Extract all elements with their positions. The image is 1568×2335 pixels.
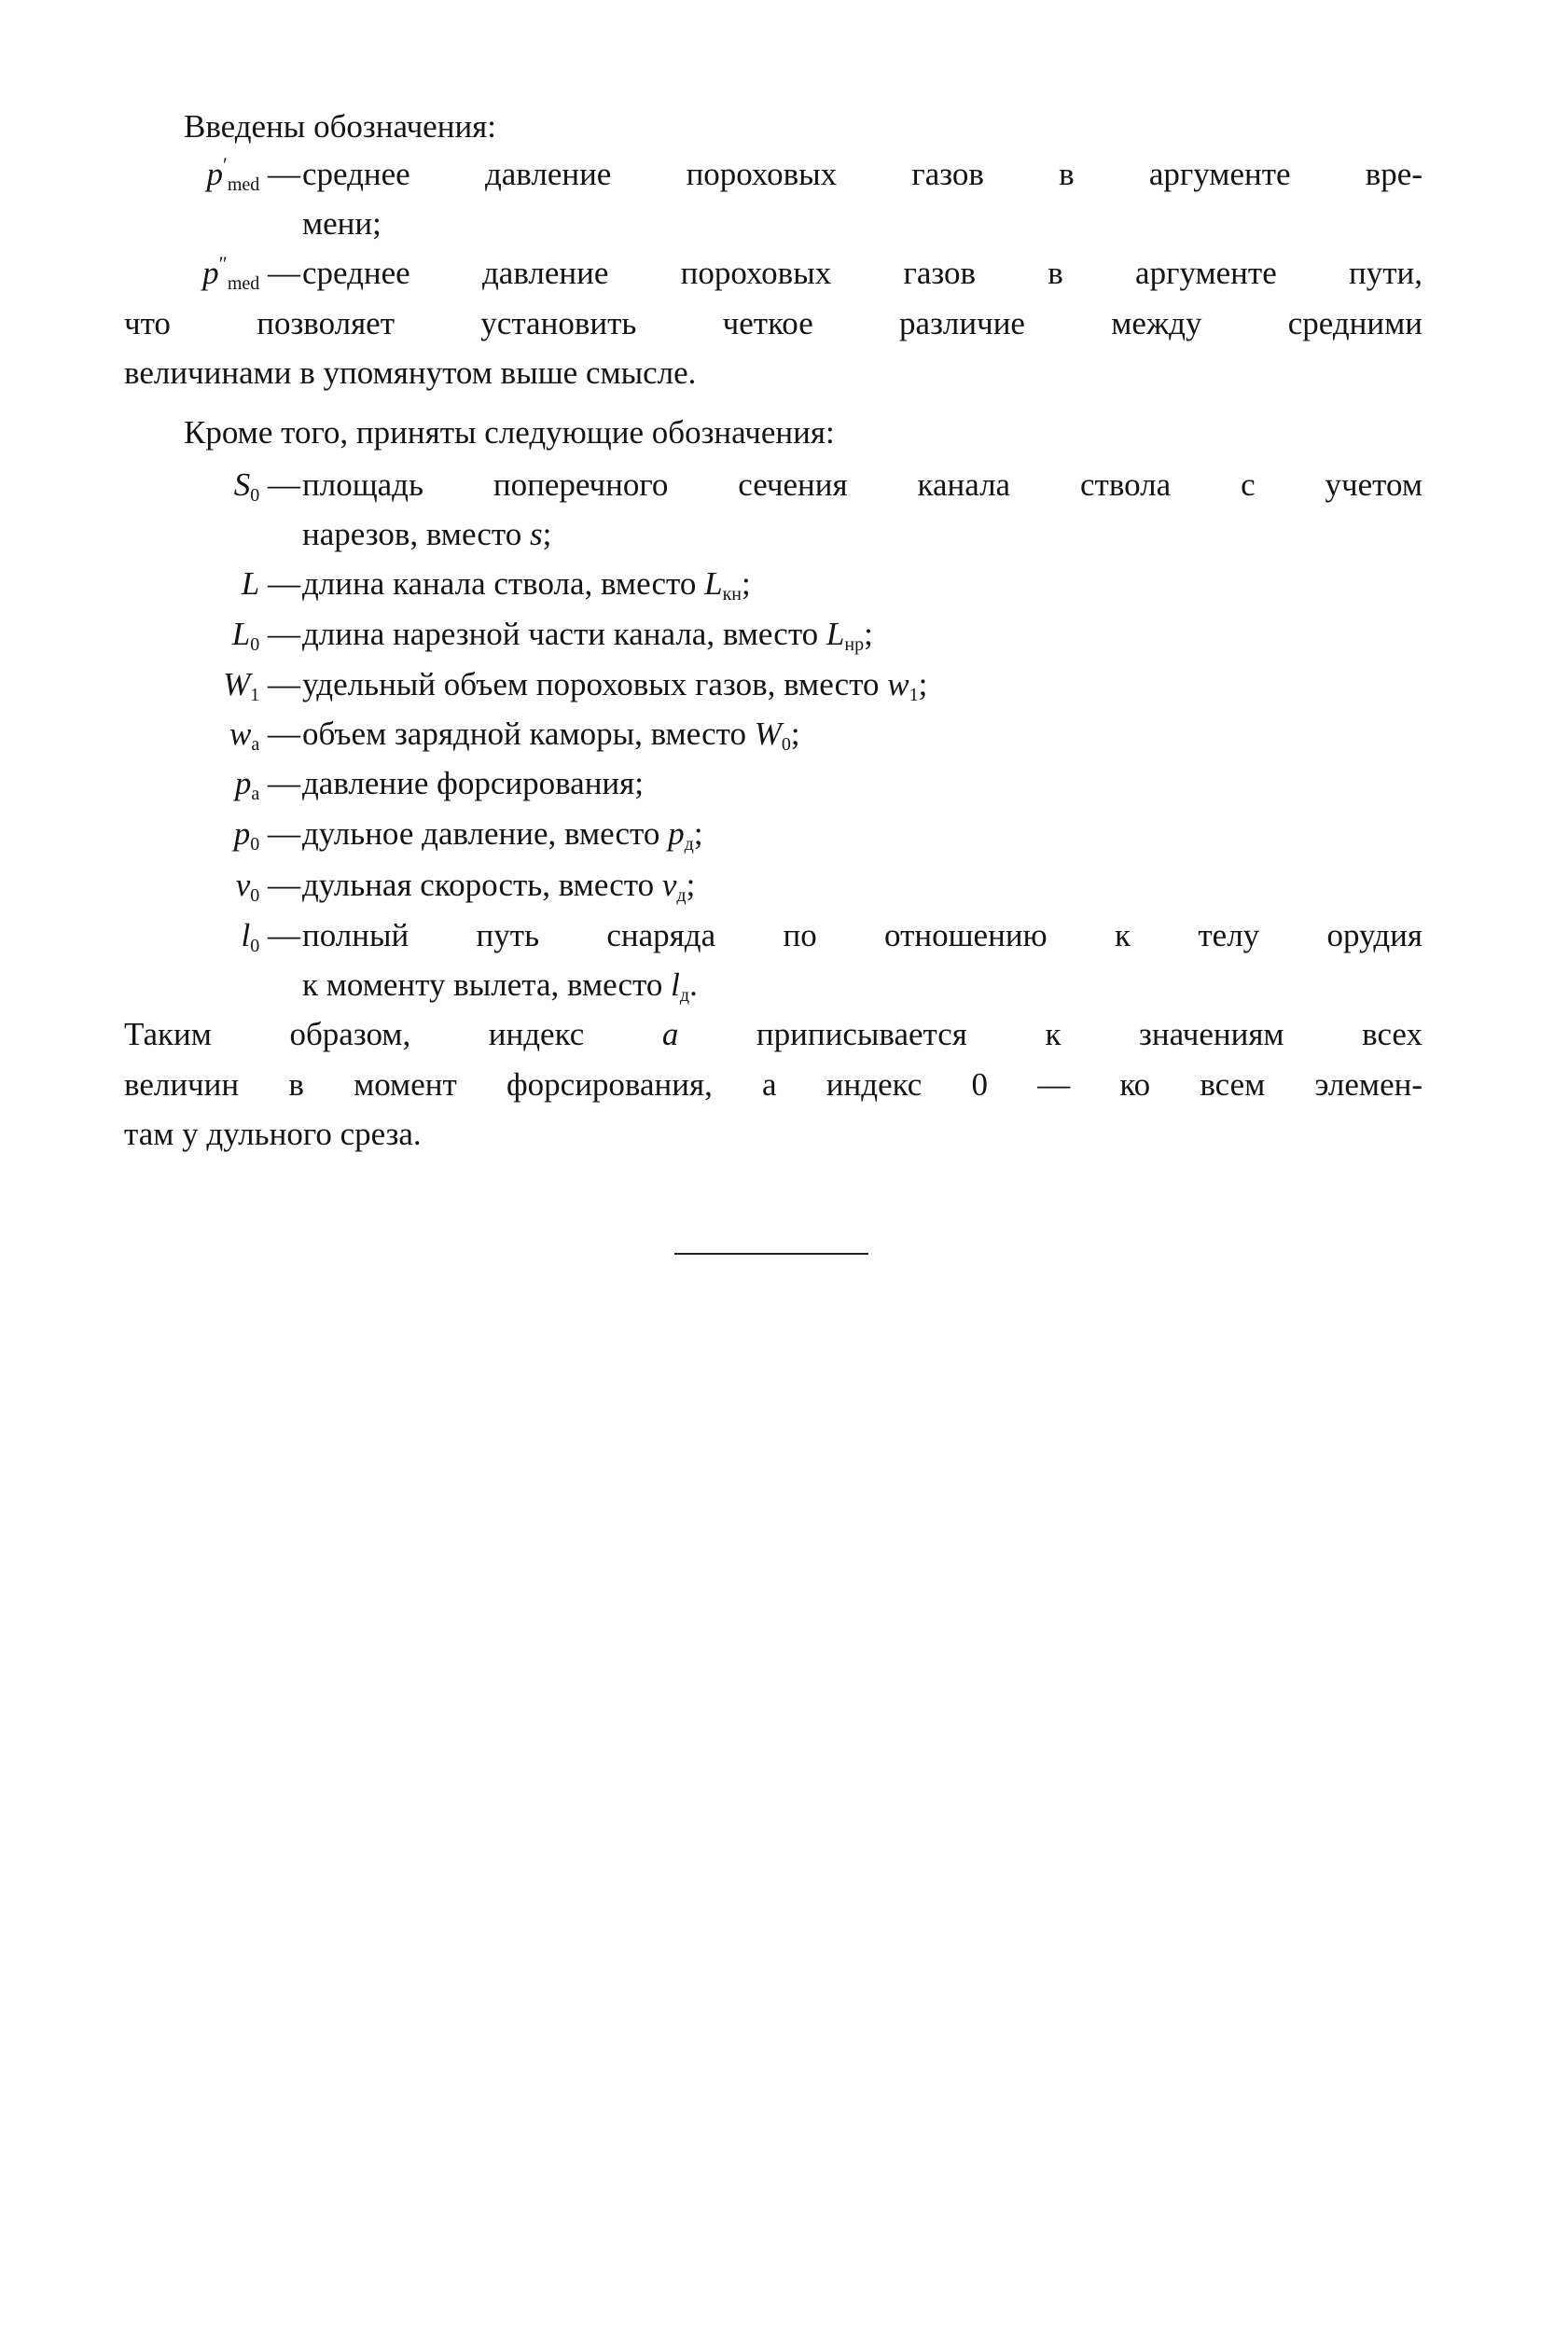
definition-item: [0, 662, 1568, 707]
definition-item: [0, 562, 1568, 606]
intro-heading: Введены обозначения:: [184, 108, 496, 145]
definition-text: полный путь снаряда по отношению к телу орудия: [302, 917, 1422, 953]
paragraph-line: Таким образом, индекс a приписывается к значениям всех: [124, 1016, 1422, 1052]
symbol: $l_0$ —: [241, 917, 300, 956]
definition-text: объем зарядной каморы, вместо $W_0$;: [302, 716, 800, 755]
definition-text: среднее давление пороховых газов в аргументе пути,: [302, 255, 1422, 291]
definition-text: длина нарезной части канала, вместо $L_{нр}$;: [302, 616, 873, 655]
section-divider: [674, 1253, 868, 1255]
definition-text: давление форсирования;: [302, 765, 644, 801]
paragraph-line: величин в момент форсирования, а индекс 0 — ко всем элемен-: [124, 1066, 1422, 1103]
symbol: $p_a$ —: [234, 765, 300, 804]
definition-item: [0, 612, 1568, 657]
definition-text: дульное давление, вместо $p_д$;: [302, 815, 703, 855]
definition-text: длина канала ствола, вместо $L_{кн}$;: [302, 565, 751, 605]
paragraph-line: что позволяет установить четкое различие между средними: [124, 305, 1422, 341]
definition-pmed-path: [0, 251, 1568, 296]
definition-item: [0, 712, 1568, 757]
definition-text: среднее давление пороховых газов в аргументе вре-: [302, 156, 1422, 192]
definition-item: [0, 463, 1568, 507]
paragraph-line: величинами в упомянутом выше смысле.: [124, 354, 697, 391]
symbol: $w_a$ —: [229, 716, 300, 755]
definition-item: [0, 812, 1568, 856]
definition-item: [0, 863, 1568, 908]
symbol: L —: [241, 565, 300, 602]
symbol: $S_0$ —: [233, 466, 300, 506]
paragraph-line: там у дульного среза.: [124, 1116, 422, 1152]
symbol: $p_0$ —: [233, 815, 300, 855]
symbol: $p''_{med}$ —: [202, 252, 300, 294]
symbol: $p'_{med}$ —: [206, 153, 300, 195]
definition-text: площадь поперечного сечения канала ствола с учетом: [302, 466, 1422, 503]
symbol: $W_1$ —: [223, 666, 300, 705]
definition-continuation: мени;: [302, 205, 382, 242]
definition-text: удельный объем пороховых газов, вместо $w_1$;: [302, 666, 928, 705]
symbol: $v_0$ —: [235, 867, 300, 906]
definition-item: [0, 761, 1568, 806]
symbol: $L_0$ —: [231, 616, 300, 655]
definition-continuation: к моменту вылета, вместо $l_д$.: [302, 966, 698, 1006]
definition-continuation: нарезов, вместо s;: [302, 516, 552, 552]
intro-heading-2: Кроме того, приняты следующие обозначения:: [184, 414, 835, 451]
definition-item: [0, 913, 1568, 958]
definition-text: дульная скорость, вместо $v_д$;: [302, 867, 696, 906]
definition-pmed-time: [0, 152, 1568, 197]
